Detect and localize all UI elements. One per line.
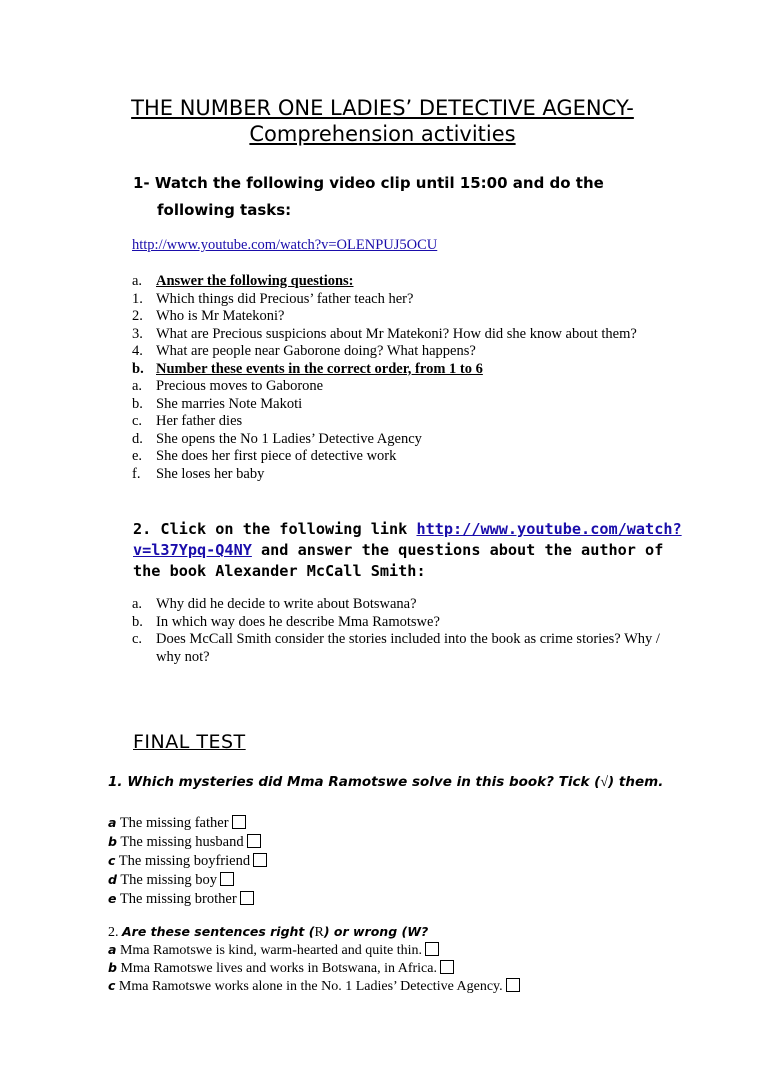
tick-checkbox[interactable] [240,891,254,905]
question-number: 2. [132,308,143,324]
list-item [132,431,662,449]
question-text: Does McCall Smith consider the stories included into the book as crime stories? Why / why not? [156,631,660,665]
list-item [132,343,662,361]
title-line-2: Comprehension activities [249,122,516,146]
list-item [132,466,662,484]
tick-checkbox[interactable] [253,853,267,867]
list-item [132,448,662,466]
option-letter: b [108,834,117,849]
section2-instruction: and answer the questions about the author of [251,541,664,559]
section2-line-2 [133,540,663,560]
title-line-1: THE NUMBER ONE LADIES’ DETECTIVE AGENCY- [131,96,634,120]
section1-task-list [132,273,662,483]
page-subtitle [100,121,665,147]
question-letter: c. [132,631,143,647]
option-text: The missing husband [120,834,244,850]
option-text: The missing boy [120,872,217,888]
answer-checkbox[interactable] [440,960,454,974]
answer-checkbox[interactable] [425,942,439,956]
list-item [108,813,267,832]
option-letter: c [108,853,116,868]
question-letter: b. [132,613,143,630]
answer-checkbox[interactable] [506,978,520,992]
question-number: 1. [132,290,143,307]
question-text: Who is Mr Matekoni? [156,308,285,324]
q1-options-list [108,813,267,908]
event-letter: b. [132,395,143,412]
event-letter: a. [132,378,143,394]
section1-heading-line-1: 1- Watch the following video clip until 15:00 and do the [133,174,604,192]
event-text: She opens the No 1 Ladies’ Detective Agency [156,430,422,447]
final-question-2 [108,924,428,941]
list-item [108,832,267,851]
video-link-2-part2[interactable]: v=l37Ypq-Q4NY [133,541,252,559]
list-item [108,851,267,870]
q1-text-after: ) them. [608,774,664,790]
event-text: She loses her baby [156,465,265,482]
section2-question-list [132,596,662,666]
question-number: 4. [132,343,143,359]
event-text: Precious moves to Gaborone [156,378,324,394]
section2-line-3: the book Alexander McCall Smith: [133,562,426,580]
event-text: She marries Note Makoti [156,395,303,412]
part-a-title: Answer the following questions: [156,273,354,289]
video-link-2-part1[interactable]: http://www.youtube.com/watch? [416,520,682,538]
question-text: Which things did Precious’ father teach her? [156,290,414,307]
list-item [132,308,662,326]
section2-intro: 2. Click on the following link [133,520,408,538]
event-letter: d. [132,430,143,447]
tick-checkbox[interactable] [232,815,246,829]
question-text: Why did he decide to write about Botswana? [156,596,417,612]
question-text: What are people near Gaborone doing? What happens? [156,343,476,359]
list-item [132,596,662,614]
option-text: The missing father [119,815,229,831]
list-item [132,396,662,414]
list-item [132,326,662,344]
part-b-title: Number these events in the correct order, from 1 to 6 [156,360,483,377]
statement-text: Mma Ramotswe is kind, warm-hearted and quite thin. [119,943,423,958]
event-text: She does her first piece of detective work [156,448,397,464]
question-text: In which way does he describe Mma Ramotswe? [156,613,440,630]
video-link-1[interactable]: http://www.youtube.com/watch?v=OLENPUJ5OCU [132,237,438,253]
list-item [108,889,267,908]
statement-text: Mma Ramotswe works alone in the No. 1 Ladies’ Detective Agency. [118,979,503,994]
option-text: The missing boyfriend [118,853,251,869]
list-item [132,413,662,431]
list-item [132,378,662,396]
statement-letter: c [108,978,116,993]
part-b-marker: b. [132,360,144,377]
event-letter: c. [132,413,143,429]
list-item [108,959,520,977]
tick-checkbox[interactable] [247,834,261,848]
option-letter: e [108,891,117,906]
q2-text-before: Are these sentences right ( [122,924,315,939]
event-letter: e. [132,448,143,464]
list-item [132,291,662,309]
q2-text-after: ) or wrong (W? [323,924,429,939]
part-b-heading [132,361,662,379]
list-item [132,631,662,666]
final-question-1 [108,774,663,791]
q2-r-letter: R [314,925,324,940]
final-test-heading: FINAL TEST [133,731,246,753]
list-item [108,941,520,959]
event-text: Her father dies [156,413,243,429]
tick-checkbox[interactable] [220,872,234,886]
event-letter: f. [132,465,141,482]
option-letter: d [108,872,117,887]
q2-statements-list [108,941,520,995]
q1-text-before: 1. Which mysteries did Mma Ramotswe solve in this book? Tick ( [108,774,601,790]
tick-symbol: √ [600,775,609,790]
list-item [108,977,520,995]
statement-letter: a [108,942,117,957]
list-item [108,870,267,889]
page-title [100,95,665,121]
question-number: 3. [132,325,143,342]
question-letter: a. [132,596,143,612]
section1-heading-line-2: following tasks: [157,201,292,219]
statement-text: Mma Ramotswe lives and works in Botswana, in Africa. [120,961,437,976]
list-item [132,614,662,632]
q2-number: 2. [108,925,119,940]
section2-line-1 [133,519,682,539]
question-text: What are Precious suspicions about Mr Matekoni? How did she know about them? [156,325,637,342]
option-letter: a [108,815,117,830]
option-text: The missing brother [119,891,237,907]
part-a-marker: a. [132,273,143,289]
part-a-heading [132,273,662,291]
statement-letter: b [108,960,117,975]
